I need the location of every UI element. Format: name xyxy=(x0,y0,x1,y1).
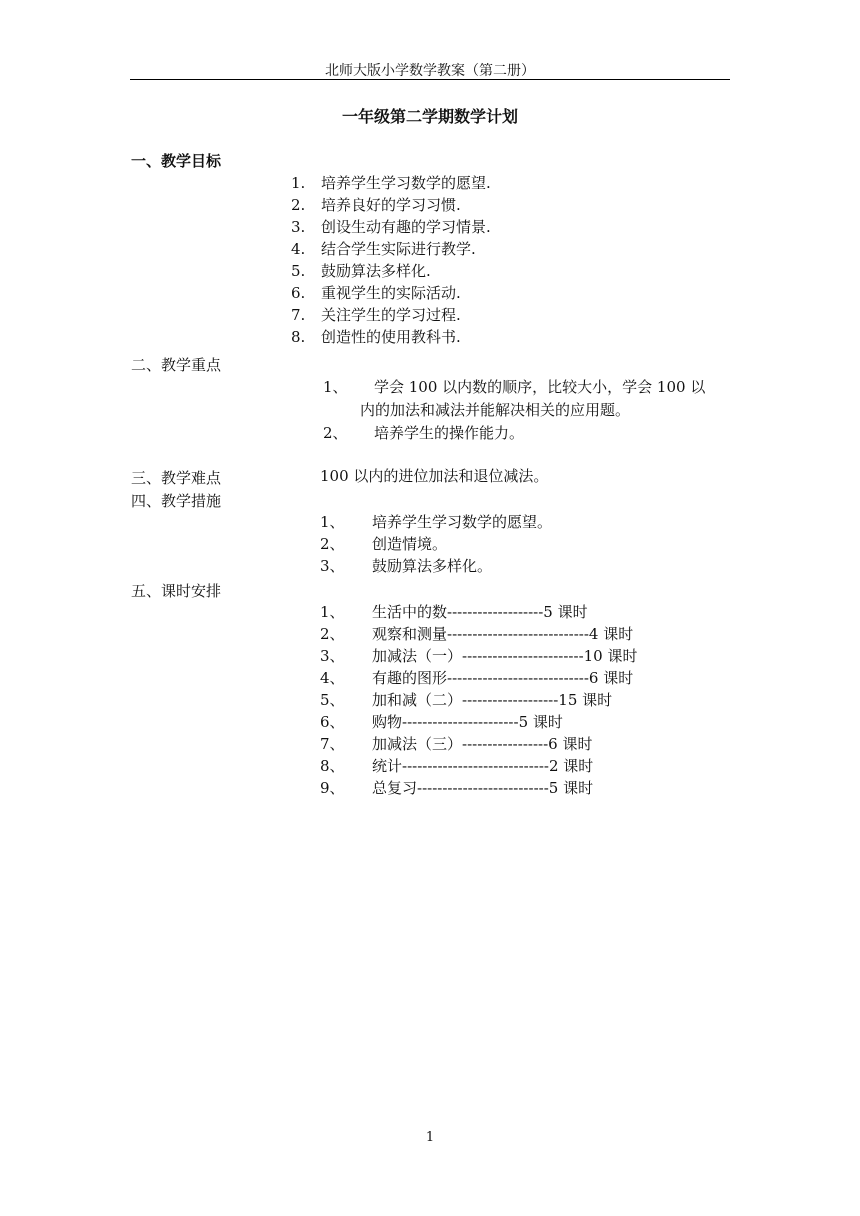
measures-list xyxy=(320,511,552,577)
list-item: 3. 创设生动有趣的学习情景. xyxy=(291,218,491,236)
key-point-1-line2: 内的加法和减法并能解决相关的应用题。 xyxy=(360,401,631,419)
header-rule xyxy=(130,79,730,80)
list-item: 7、 加减法（三）-----------------6 课时 xyxy=(320,735,593,753)
list-item: 2、 观察和测量----------------------------4 课时 xyxy=(320,625,634,643)
list-item: 1、 培养学生学习数学的愿望。 xyxy=(320,513,553,531)
key-point-1-line1: 学会 100 以内数的顺序，比较大小，学会 100 以 xyxy=(374,378,706,396)
section-heading-difficulties: 三、教学难点 xyxy=(131,469,222,487)
list-item: 1. 培养学生学习数学的愿望. xyxy=(291,174,491,192)
section-heading-measures: 四、教学措施 xyxy=(131,492,222,510)
list-item: 9、 总复习--------------------------5 课时 xyxy=(320,779,594,797)
list-item: 4、 有趣的图形----------------------------6 课时 xyxy=(320,669,634,687)
list-item: 7. 关注学生的学习过程. xyxy=(291,306,461,324)
page-number: 1 xyxy=(425,1130,435,1145)
list-item: 5. 鼓励算法多样化. xyxy=(291,262,431,280)
key-point-1-number: 1、 xyxy=(323,378,348,396)
list-item: 3、 加减法（一）------------------------10 课时 xyxy=(320,647,638,665)
section-heading-goals: 一、教学目标 xyxy=(131,152,222,170)
difficulties-text: 100 以内的进位加法和退位减法。 xyxy=(320,467,549,485)
list-item: 1、 生活中的数-------------------5 课时 xyxy=(320,603,588,621)
section-heading-key-points: 二、教学重点 xyxy=(131,356,222,374)
list-item: 6、 购物-----------------------5 课时 xyxy=(320,713,563,731)
running-header: 北师大版小学数学教案（第二册） xyxy=(325,63,535,79)
list-item: 4. 结合学生实际进行教学. xyxy=(291,240,476,258)
document-title: 一年级第二学期数学计划 xyxy=(341,107,518,126)
goals-list xyxy=(291,172,491,348)
section-heading-schedule: 五、课时安排 xyxy=(131,582,222,600)
list-item: 5、 加和减（二）-------------------15 课时 xyxy=(320,691,613,709)
schedule-list xyxy=(320,601,638,799)
list-item: 3、 鼓励算法多样化。 xyxy=(320,557,493,575)
list-item: 8、 统计-----------------------------2 课时 xyxy=(320,757,594,775)
list-item: 6. 重视学生的实际活动. xyxy=(291,284,461,302)
list-item: 2、 创造情境。 xyxy=(320,535,448,553)
list-item: 2. 培养良好的学习习惯. xyxy=(291,196,461,214)
key-point-2-number: 2、 xyxy=(323,424,348,442)
key-point-2-text: 培养学生的操作能力。 xyxy=(374,424,525,442)
list-item: 8. 创造性的使用教科书. xyxy=(291,328,461,346)
